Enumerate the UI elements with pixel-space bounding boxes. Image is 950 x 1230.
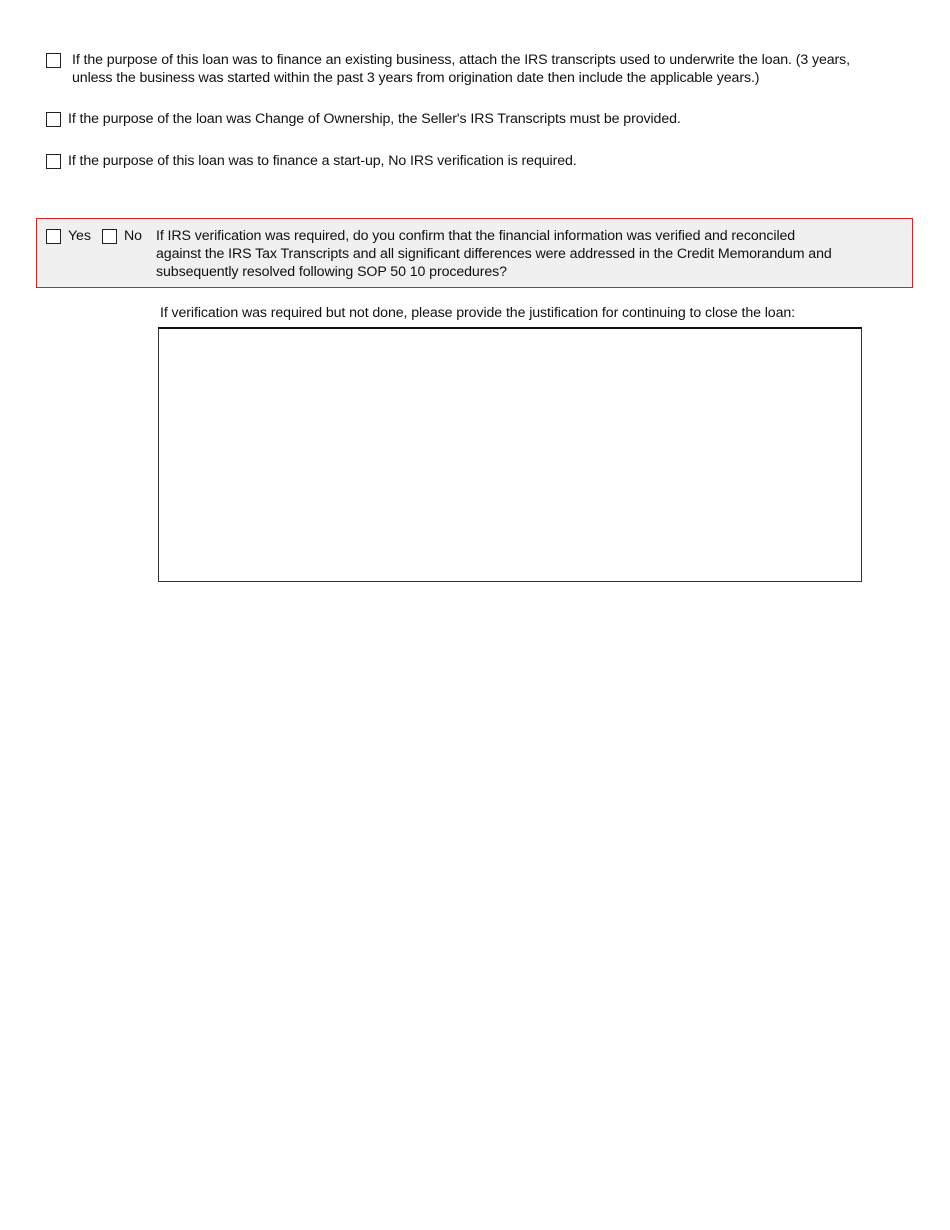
existing-business-label-line1: If the purpose of this loan was to finance an existing business, attach the IRS transcripts used to underwrite the loan. (3 years, [72,52,850,68]
change-of-ownership-checkbox[interactable] [46,112,61,127]
confirm-yes-checkbox[interactable] [46,229,61,244]
justification-textarea[interactable] [158,327,862,582]
start-up-label: If the purpose of this loan was to finance a start-up, No IRS verification is required. [68,153,577,169]
change-of-ownership-label: If the purpose of the loan was Change of Ownership, the Seller's IRS Transcripts must be provided. [68,111,681,127]
confirm-yes-label: Yes [68,228,91,244]
start-up-checkbox[interactable] [46,154,61,169]
confirm-no-label: No [124,228,142,244]
confirmation-question-line1: If IRS verification was required, do you confirm that the financial information was verified and reconciled [156,228,796,244]
confirm-no-checkbox[interactable] [102,229,117,244]
confirmation-question-line3: subsequently resolved following SOP 50 10 procedures? [156,264,507,280]
confirmation-question-line2: against the IRS Tax Transcripts and all significant differences were addressed in the Credit Memorandum and [156,246,832,262]
justification-label: If verification was required but not done, please provide the justification for continuing to close the loan: [160,305,796,321]
existing-business-label-line2: unless the business was started within the past 3 years from origination date then include the applicable years.) [72,70,760,86]
existing-business-checkbox[interactable] [46,53,61,68]
